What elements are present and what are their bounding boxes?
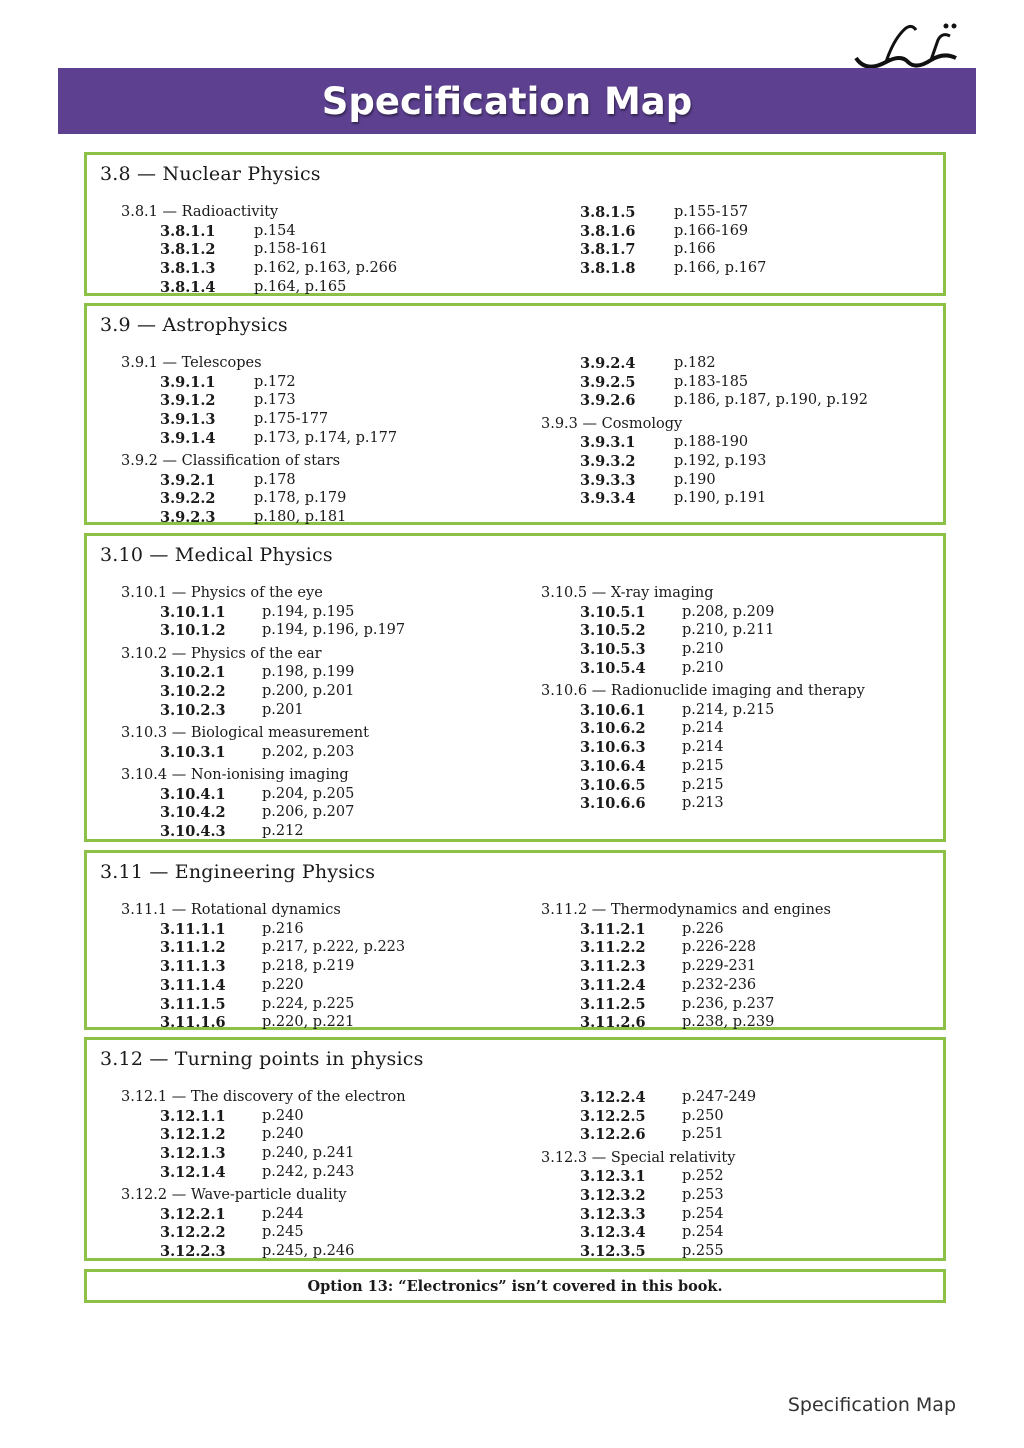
section-title: 3.11 — Engineering Physics <box>100 861 376 883</box>
spec-code: 3.10.6.2 <box>580 720 646 738</box>
spec-code: 3.11.2.3 <box>580 958 646 976</box>
page-reference: p.251 <box>682 1126 724 1143</box>
spec-code: 3.12.2.5 <box>580 1107 646 1125</box>
spec-code: 3.8.1.2 <box>160 241 216 259</box>
spec-code: 3.10.2.1 <box>160 664 226 682</box>
section-nuclear-physics <box>84 152 946 296</box>
spec-code: 3.12.1.3 <box>160 1145 226 1163</box>
spec-code: 3.10.6.1 <box>580 701 646 719</box>
page-reference: p.214 <box>682 720 724 737</box>
spec-code: 3.9.2.4 <box>580 355 636 372</box>
section-engineering-physics <box>84 850 946 1030</box>
page-reference: p.200, p.201 <box>262 683 355 699</box>
spec-code: 3.10.4.2 <box>160 804 226 822</box>
spec-code: 3.10.4.1 <box>160 785 226 803</box>
spec-code: 3.10.2.2 <box>160 683 226 700</box>
spec-code: 3.12.2.6 <box>580 1126 646 1144</box>
spec-code: 3.9.1.4 <box>160 429 216 447</box>
page-reference: p.178 <box>254 471 296 488</box>
page-reference: p.215 <box>682 757 724 774</box>
spec-code: 3.10.3.1 <box>160 743 226 761</box>
spec-code: 3.12.3.3 <box>580 1205 646 1223</box>
page-reference: p.212 <box>262 822 304 839</box>
subsection-heading: 3.10.1 — Physics of the eye <box>121 585 323 601</box>
spec-code: 3.12.1.2 <box>160 1126 226 1144</box>
spec-code: 3.11.1.5 <box>160 995 226 1013</box>
section-title: 3.10 — Medical Physics <box>100 544 333 566</box>
page-reference: p.192, p.193 <box>674 453 767 469</box>
page-reference: p.215 <box>682 776 724 793</box>
page-reference: p.220, p.221 <box>262 1014 355 1031</box>
spec-code: 3.12.2.4 <box>580 1089 646 1106</box>
page-reference: p.158-161 <box>254 241 329 258</box>
spec-code: 3.10.5.3 <box>580 641 646 659</box>
spec-code: 3.11.1.2 <box>160 939 226 957</box>
spec-code: 3.12.1.1 <box>160 1107 226 1125</box>
spec-code: 3.12.3.2 <box>580 1187 646 1204</box>
page-reference: p.229-231 <box>682 958 757 975</box>
page-reference: p.202, p.203 <box>262 743 355 760</box>
page-reference: p.190, p.191 <box>674 490 767 507</box>
spec-code: 3.12.3.1 <box>580 1168 646 1186</box>
page-reference: p.254 <box>682 1205 724 1222</box>
spec-code: 3.10.1.2 <box>160 622 226 640</box>
subsection-heading: 3.9.1 — Telescopes <box>121 355 262 371</box>
page-reference: p.242, p.243 <box>262 1163 355 1180</box>
subsection-heading: 3.10.3 — Biological measurement <box>121 724 369 741</box>
spec-code: 3.12.2.2 <box>160 1224 226 1242</box>
spec-code: 3.10.5.4 <box>580 659 646 677</box>
spec-code: 3.8.1.5 <box>580 204 636 221</box>
section-turning-points <box>84 1037 946 1261</box>
section-astrophysics <box>84 303 946 525</box>
spec-code: 3.10.5.2 <box>580 622 646 640</box>
spec-code: 3.12.3.5 <box>580 1243 646 1261</box>
page-reference: p.232-236 <box>682 976 757 993</box>
spec-code: 3.10.4.3 <box>160 822 226 840</box>
page-reference: p.255 <box>682 1243 724 1260</box>
page-reference: p.213 <box>682 795 724 812</box>
spec-code: 3.12.2.1 <box>160 1205 226 1223</box>
page-reference: p.194, p.195 <box>262 603 355 620</box>
page-reference: p.254 <box>682 1224 724 1241</box>
spec-code: 3.9.2.2 <box>160 490 216 508</box>
page-reference: p.208, p.209 <box>682 603 775 620</box>
page-reference: p.166 <box>674 241 716 258</box>
spec-code: 3.12.2.3 <box>160 1243 226 1261</box>
spec-code: 3.10.1.1 <box>160 603 226 621</box>
page-reference: p.210 <box>682 641 724 658</box>
page-reference: p.240, p.241 <box>262 1145 355 1162</box>
spec-code: 3.11.1.3 <box>160 958 226 976</box>
spec-code: 3.11.2.5 <box>580 995 646 1013</box>
spec-code: 3.9.3.3 <box>580 471 636 489</box>
spec-code: 3.9.2.1 <box>160 471 216 489</box>
page-reference: p.204, p.205 <box>262 785 355 802</box>
spec-code: 3.8.1.7 <box>580 241 636 259</box>
spec-code: 3.9.2.6 <box>580 392 636 410</box>
spec-code: 3.10.2.3 <box>160 701 226 719</box>
page-reference: p.240 <box>262 1126 304 1143</box>
subsection-heading: 3.9.2 — Classification of stars <box>121 453 341 469</box>
page-reference: p.183-185 <box>674 373 749 390</box>
page-reference: p.226-228 <box>682 939 757 956</box>
page-reference: p.180, p.181 <box>254 509 347 526</box>
spec-code: 3.12.3.4 <box>580 1224 646 1242</box>
page-reference: p.182 <box>674 355 716 371</box>
page-reference: p.198, p.199 <box>262 664 355 681</box>
page-reference: p.154 <box>254 222 296 239</box>
section-medical-physics <box>84 533 946 842</box>
spec-code: 3.11.2.2 <box>580 939 646 957</box>
page-reference: p.188-190 <box>674 434 749 451</box>
spec-code: 3.11.2.1 <box>580 920 646 938</box>
subsection-heading: 3.10.4 — Non-ionising imaging <box>121 766 349 783</box>
page-reference: p.214, p.215 <box>682 701 775 718</box>
spec-code: 3.10.6.6 <box>580 795 646 813</box>
spec-code: 3.8.1.1 <box>160 222 216 240</box>
page-reference: p.244 <box>262 1205 304 1222</box>
page-reference: p.210, p.211 <box>682 622 775 639</box>
page-reference: p.220 <box>262 976 304 993</box>
subsection-heading: 3.9.3 — Cosmology <box>541 415 683 432</box>
page-reference: p.162, p.163, p.266 <box>254 260 398 277</box>
page-reference: p.240 <box>262 1107 304 1124</box>
page-reference: p.224, p.225 <box>262 995 355 1012</box>
section-title: 3.8 — Nuclear Physics <box>100 163 321 185</box>
page-reference: p.206, p.207 <box>262 804 355 821</box>
page-reference: p.155-157 <box>674 204 749 220</box>
spec-code: 3.11.2.6 <box>580 1014 646 1032</box>
spec-code: 3.9.3.1 <box>580 434 636 452</box>
page-reference: p.236, p.237 <box>682 995 775 1012</box>
page-reference: p.178, p.179 <box>254 490 347 507</box>
page-reference: p.201 <box>262 701 304 718</box>
page-reference: p.216 <box>262 920 304 937</box>
page-reference: p.226 <box>682 920 724 937</box>
subsection-heading: 3.10.6 — Radionuclide imaging and therapy <box>541 683 865 699</box>
page-reference: p.214 <box>682 739 724 756</box>
page-reference: p.252 <box>682 1168 724 1185</box>
page-reference: p.173 <box>254 392 296 409</box>
page-reference: p.194, p.196, p.197 <box>262 622 406 639</box>
page-reference: p.247-249 <box>682 1089 757 1105</box>
spec-code: 3.8.1.4 <box>160 278 216 296</box>
page-reference: p.218, p.219 <box>262 958 355 975</box>
page-reference: p.245 <box>262 1224 304 1241</box>
spec-code: 3.11.1.1 <box>160 920 226 938</box>
subsection-heading: 3.11.2 — Thermodynamics and engines <box>541 902 831 918</box>
spec-code: 3.11.2.4 <box>580 976 646 994</box>
page-reference: p.217, p.222, p.223 <box>262 939 406 956</box>
spec-code: 3.8.1.8 <box>580 260 636 278</box>
page-reference: p.186, p.187, p.190, p.192 <box>674 392 868 409</box>
page-reference: p.166, p.167 <box>674 260 767 277</box>
page-reference: p.166-169 <box>674 222 749 239</box>
spec-code: 3.10.5.1 <box>580 603 646 621</box>
subsection-heading: 3.12.3 — Special relativity <box>541 1149 736 1166</box>
spec-code: 3.8.1.3 <box>160 260 216 278</box>
subsection-heading: 3.10.2 — Physics of the ear <box>121 645 322 662</box>
spec-code: 3.12.1.4 <box>160 1163 226 1181</box>
spec-code: 3.9.2.5 <box>580 373 636 391</box>
spec-code: 3.9.3.4 <box>580 490 636 508</box>
spec-code: 3.8.1.6 <box>580 222 636 240</box>
subsection-heading: 3.12.2 — Wave-particle duality <box>121 1187 347 1203</box>
electronics-note: Option 13: “Electronics” isn’t covered in this book. <box>84 1269 946 1303</box>
spec-code: 3.9.2.3 <box>160 509 216 527</box>
subsection-heading: 3.10.5 — X-ray imaging <box>541 585 714 601</box>
section-title: 3.9 — Astrophysics <box>100 314 288 336</box>
page-reference: p.238, p.239 <box>682 1014 775 1031</box>
spec-code: 3.9.1.1 <box>160 373 216 391</box>
page-reference: p.190 <box>674 471 716 488</box>
page-reference: p.253 <box>682 1187 724 1203</box>
page-reference: p.164, p.165 <box>254 278 347 295</box>
page-reference: p.175-177 <box>254 411 329 428</box>
subsection-heading: 3.12.1 — The discovery of the electron <box>121 1089 406 1105</box>
spec-code: 3.9.3.2 <box>580 453 636 470</box>
spec-code: 3.11.1.4 <box>160 976 226 994</box>
subsection-heading: 3.8.1 — Radioactivity <box>121 204 279 220</box>
page-reference: p.250 <box>682 1107 724 1124</box>
spec-code: 3.11.1.6 <box>160 1014 226 1032</box>
spec-code: 3.10.6.4 <box>580 757 646 775</box>
section-title: 3.12 — Turning points in physics <box>100 1048 424 1070</box>
page-reference: p.210 <box>682 659 724 676</box>
spec-code: 3.10.6.5 <box>580 776 646 794</box>
page-reference: p.245, p.246 <box>262 1243 355 1260</box>
page-reference: p.173, p.174, p.177 <box>254 429 398 446</box>
spec-code: 3.9.1.2 <box>160 392 216 410</box>
footer-title: Specification Map <box>787 1394 956 1416</box>
page-title: Specification Map <box>321 80 693 123</box>
subsection-heading: 3.11.1 — Rotational dynamics <box>121 902 341 918</box>
spec-code: 3.10.6.3 <box>580 739 646 757</box>
page-reference: p.172 <box>254 373 296 390</box>
spec-code: 3.9.1.3 <box>160 411 216 429</box>
